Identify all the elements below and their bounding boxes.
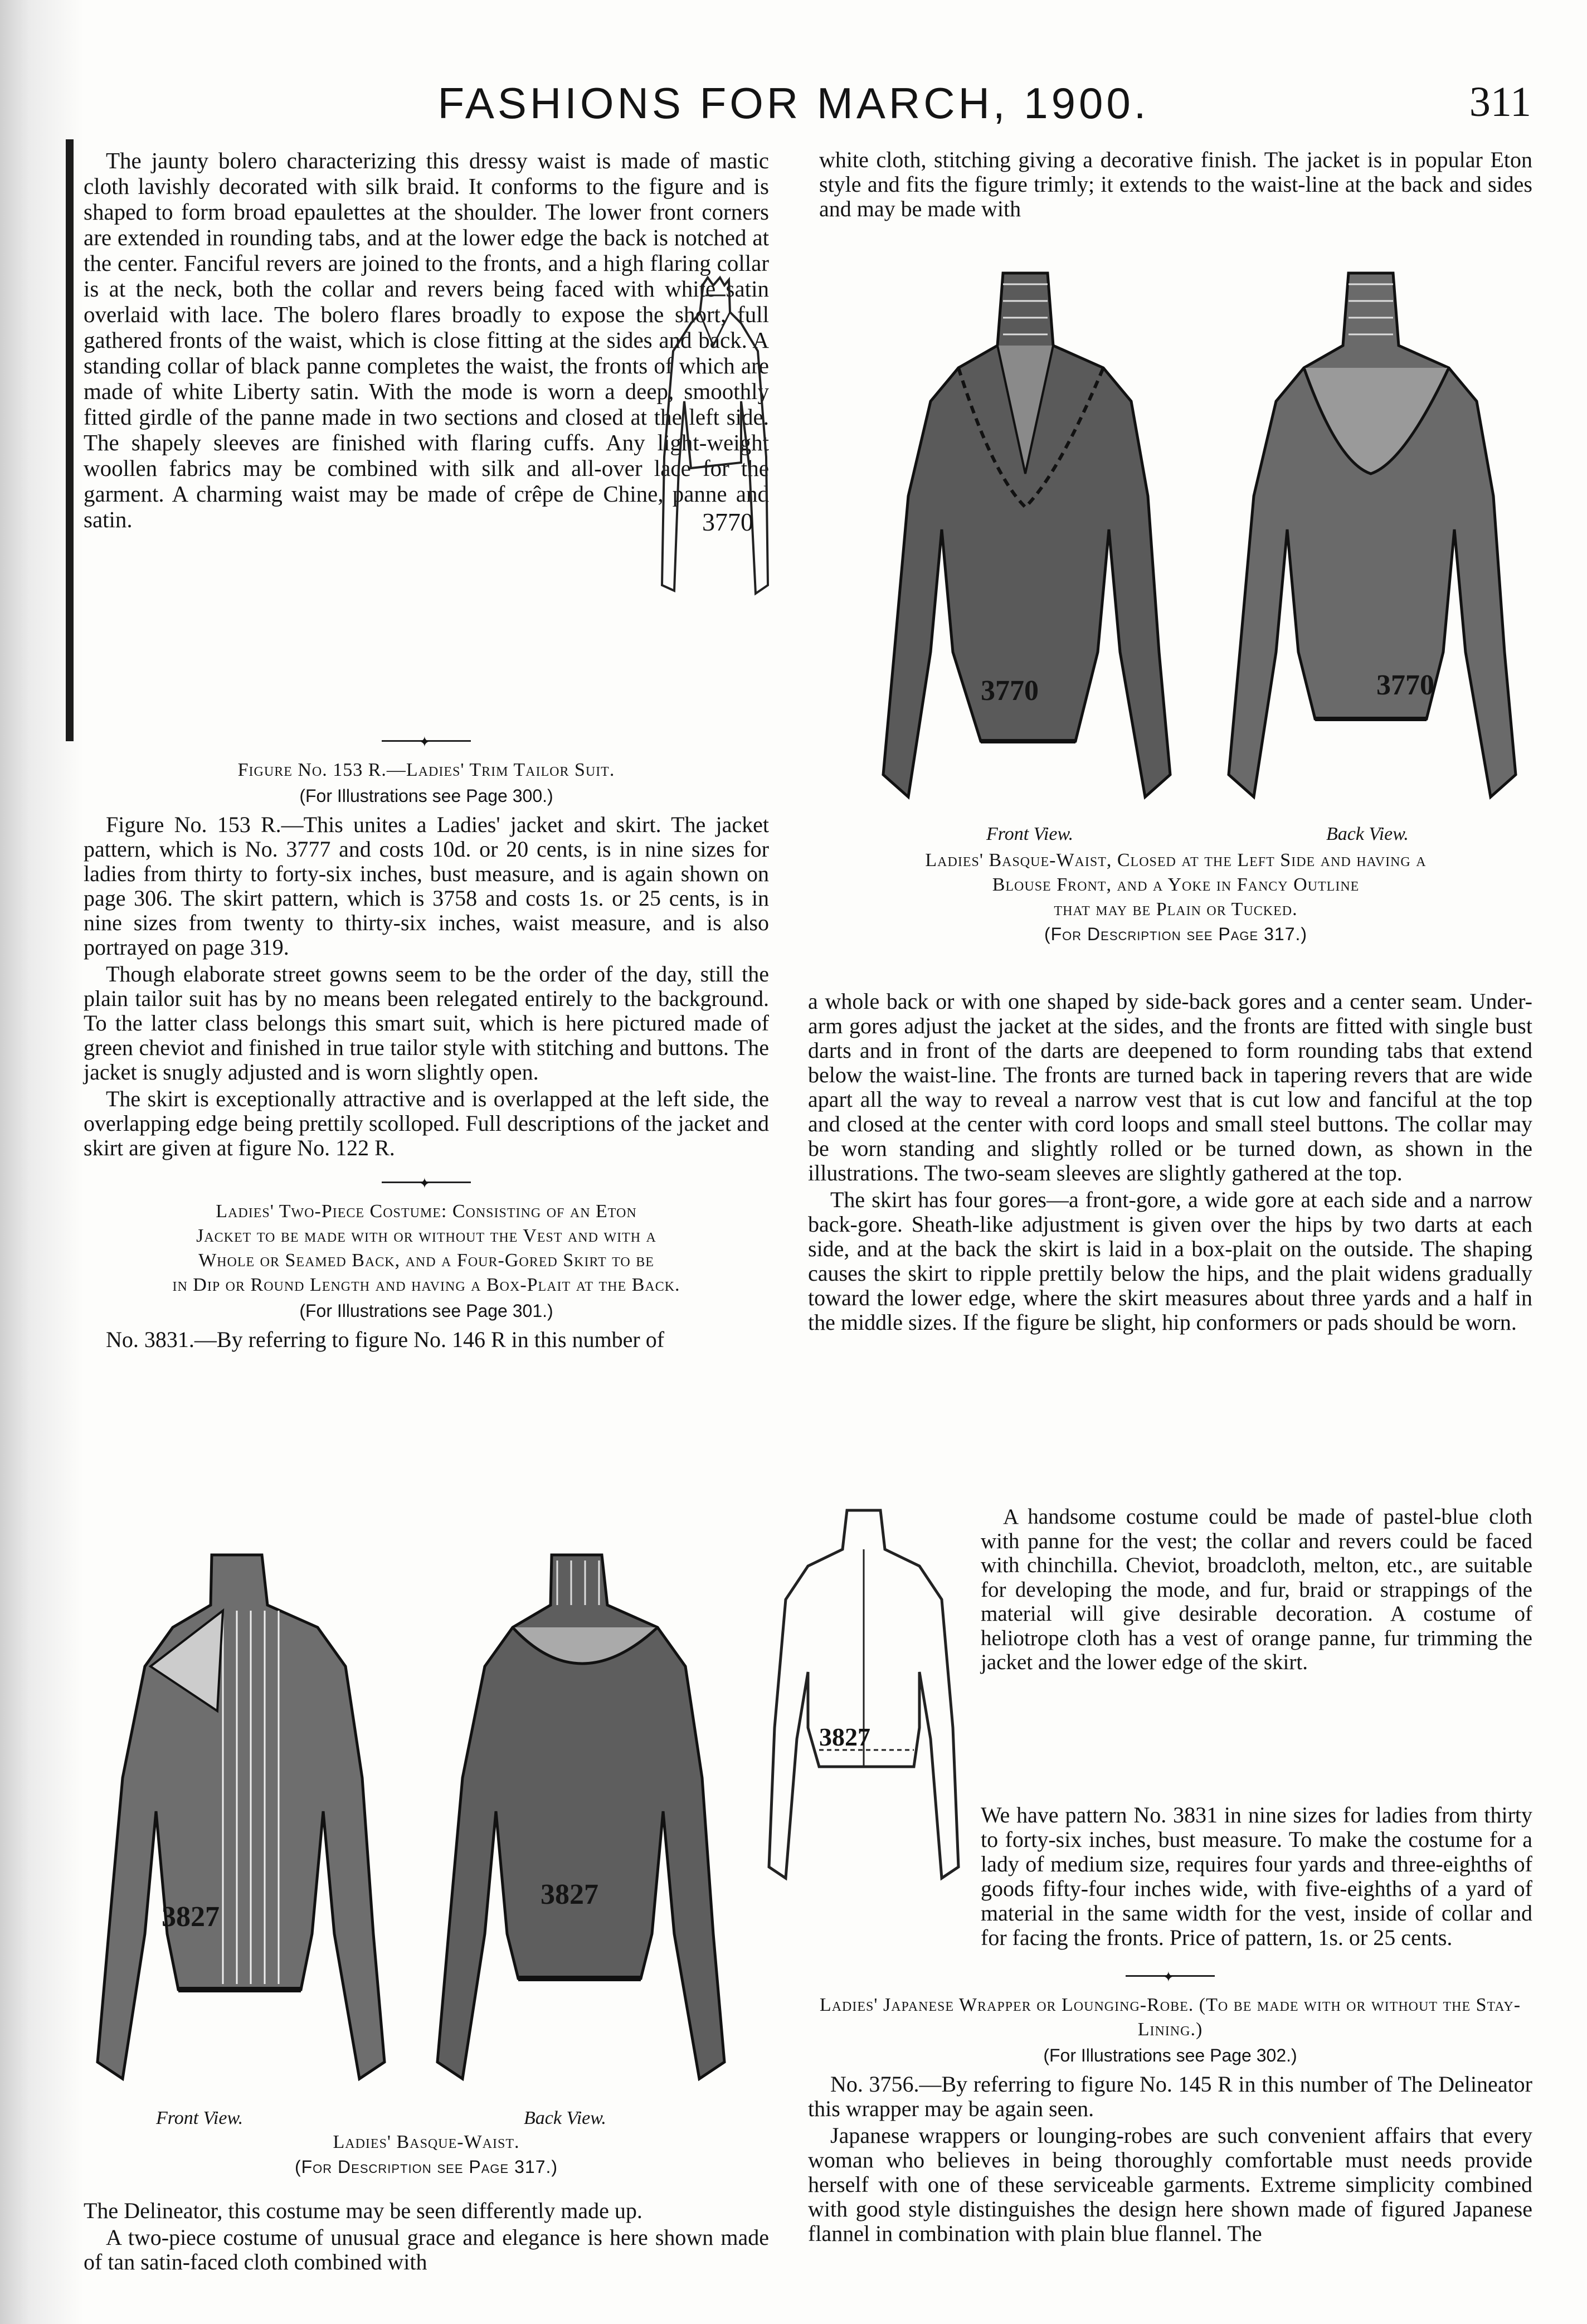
pattern-paragraph: We have pattern No. 3831 in nine sizes for ladies from thirty to forty-six inches, bust measure. To make the costume for a lady of medium size, requires four yards and three-eighths of goods fifty-four inches wide, with five-eighths of a yard of material in the same width for the vest, inside of collar and for facing the fronts. Price of pattern, 1s. or 25 cents. xyxy=(981,1802,1532,1950)
costume-heading-line-1: Ladies' Two-Piece Costume: Consisting of an Eton xyxy=(216,1201,637,1222)
eton-paragraph-1: a whole back or with one shaped by side-back gores and a center seam. Under-arm gores adjust the jacket at the sides, and the fronts are fitted with single bust darts and in front of the darts are deepened to form rounding tabs that extend below the waist-line. The fronts are turned back in tapering revers that are wide apart all the way to reveal a narrow vest that is cut low and fanciful at the top and closed at the center with cord loops and small steel buttons. The collar may be worn standing and slightly rolled or be turned down, as shown in the illustrations. The two-seam sleeves are slightly gathered at the top. xyxy=(808,989,1532,1185)
left-column-body xyxy=(84,719,769,1354)
bottom-paragraph-1: The Delineator, this costume may be seen differently made up. xyxy=(84,2198,642,2223)
figure-number: 3827 xyxy=(541,1879,598,1910)
costume-suggestion-paragraph: A handsome costume could be made of pastel-blue cloth with panne for the vest; the collar and revers could be faced with chinchilla. Cheviot, broadcloth, melton, etc., are suitable for developing the mode, and fur, braid or strappings of the material will give desirable decoration. A costume of heliotrope cloth has a vest of orange panne, fur trimming the jacket and the lower edge of the skirt. xyxy=(981,1505,1532,1674)
basque-waist-front-illustration xyxy=(84,1544,396,2101)
basque-waist-back-illustration xyxy=(1215,262,1527,819)
costume-paragraph-1: No. 3831.—By referring to figure No. 146 R in this number of xyxy=(106,1327,665,1352)
figure-number: 3770 xyxy=(981,675,1039,707)
eton-paragraph-2: The skirt has four gores—a front-gore, a wide gore at each side and a narrow back-gore. Sheath-like adjustment is given over the hips by two darts at each side, and at the back the skirt is laid in a box-plait on the outside. The shaping causes the skirt to ripple prettily below the hips, and the plait widens gradually toward the lower edge, where the skirt measures about three yards and a half in the middle sizes. If the figure be slight, hip conformers or pads should be worn. xyxy=(808,1187,1532,1335)
back-view-label: Back View. xyxy=(524,2108,606,2128)
wrapper-heading: Ladies' Japanese Wrapper or Lounging-Robe. (To be made with or without the Stay-Lining.) xyxy=(819,1995,1521,2040)
intro-paragraph: The jaunty bolero characterizing this dressy waist is made of mastic cloth lavishly decorated with silk braid. It conforms to the figure and is shaped to form broad epaulettes at the shoulder. The lower front corners are extended in rounding tabs, and at the lower edge the back is notched at the center. Fanciful revers are joined to the fronts, and a high flaring collar is at the neck, both the collar and revers being faced with white satin overlaid with lace. The bolero flares broadly to expose the short, full gathered fronts of the waist, which is close fitting at the sides and back. A standing collar of black panne completes the waist, the fronts of which are made of white Liberty satin. With the mode is worn a deep, smoothly fitted girdle of the panne made in two sections and closed at the left side. The shapely sleeves are finished with flaring cuffs. Any light-weight woollen fabrics may be combined with silk and all-over lace for the garment. A charming waist may be made of crêpe de Chine, panne and satin. xyxy=(84,148,769,532)
figure-153r-note: (For Illustrations see Page 300.) xyxy=(299,786,553,806)
costume-heading-line-2: Jacket to be made with or without the Vest and with a xyxy=(196,1226,656,1246)
figure-3827-back xyxy=(423,1544,736,2101)
binding-edge-mark xyxy=(66,139,74,741)
running-title: FASHIONS FOR MARCH, 1900. xyxy=(437,79,1150,128)
figure-number: 3770 xyxy=(1376,669,1434,701)
right-column-pattern xyxy=(808,1803,1532,1952)
bottom-paragraph-2: A two-piece costume of unusual grace and elegance is here shown made of tan satin-faced cloth combined with xyxy=(84,2225,769,2274)
wrapper-paragraph-1: No. 3756.—By referring to figure No. 145 R in this number of The Delineator this wrapper may be again seen. xyxy=(808,2072,1532,2121)
costume-note: (For Illustrations see Page 301.) xyxy=(299,1301,553,1321)
section-divider xyxy=(382,1179,471,1185)
page-number: 311 xyxy=(1469,79,1531,125)
costume-heading-line-4: in Dip or Round Length and having a Box-Plait at the Back. xyxy=(172,1275,680,1295)
figure-153r-paragraph-2: Though elaborate street gowns seem to be the order of the day, still the plain tailor suit has by no means been relegated entirely to the background. To the latter class belongs this smart suit, which is here pictured made of green cheviot and finished in true tailor style with stitching and buttons. The jacket is snugly adjusted and is worn slightly open. xyxy=(84,961,769,1085)
bottom-figure-caption xyxy=(84,2130,769,2179)
figure-3770-front xyxy=(869,262,1181,819)
costume-heading-line-3: Whole or Seamed Back, and a Four-Gored Skirt to be xyxy=(198,1250,654,1271)
caption-line-1: Ladies' Basque-Waist, Closed at the Left Side and having a xyxy=(925,850,1427,871)
right-column-top xyxy=(819,148,1532,223)
wrapper-note: (For Illustrations see Page 302.) xyxy=(1043,2045,1297,2065)
figure-number: 3827 xyxy=(162,1901,220,1933)
caption-note: (For Description see Page 317.) xyxy=(294,2157,558,2177)
figure-number: 3770 xyxy=(702,508,753,536)
right-column-wrapper xyxy=(808,1967,1532,2248)
caption-note: (For Description see Page 317.) xyxy=(1044,924,1308,944)
small-basque-waist-illustration xyxy=(652,273,775,619)
right-top-paragraph: white cloth, stitching giving a decorative finish. The jacket is in popular Eton style and fits the figure trimly; it extends to the waist-line at the back and sides and may be made with xyxy=(819,147,1532,221)
front-view-label: Front View. xyxy=(986,824,1074,844)
right-column-middle xyxy=(808,989,1532,1337)
front-view-label: Front View. xyxy=(156,2108,244,2128)
section-divider xyxy=(1126,1973,1215,1978)
basque-waist-front-illustration xyxy=(869,262,1181,819)
caption-line-2: Blouse Front, and a Yoke in Fancy Outline xyxy=(992,874,1360,895)
caption-line: Ladies' Basque-Waist. xyxy=(333,2132,520,2152)
figure-153r-paragraph-3: The skirt is exceptionally attractive and is overlapped at the left side, the overlapping edge being prettily scolloped. Full descriptions of the jacket and skirt are given at figure No. 122 R. xyxy=(84,1086,769,1160)
page-header xyxy=(0,78,1587,139)
figure-3770-back xyxy=(1215,262,1527,819)
figure-153r-heading: Figure No. 153 R.—Ladies' Trim Tailor Suit. xyxy=(237,760,615,780)
figure-3827-front xyxy=(84,1544,396,2101)
figure-153r-paragraph-1: Figure No. 153 R.—This unites a Ladies' jacket and skirt. The jacket pattern, which is No. 3777 and costs 10d. or 20 cents, is in nine sizes for ladies from thirty to forty-six inches, bust measure, and is again shown on page 306. The skirt pattern, which is 3758 and costs 1s. or 25 cents, is in nine sizes from twenty to thirty-six inches, waist measure, and is also portrayed on page 319. xyxy=(84,812,769,960)
left-column-bottom xyxy=(84,2199,769,2277)
right-column-narrow xyxy=(981,1505,1532,1677)
figure-3770-small xyxy=(652,273,775,619)
figure-number: 3827 xyxy=(819,1723,870,1751)
back-view-label: Back View. xyxy=(1326,824,1409,844)
basque-waist-back-illustration xyxy=(423,1544,736,2101)
top-figure-caption xyxy=(802,848,1549,946)
wrapper-paragraph-2: Japanese wrappers or lounging-robes are such convenient affairs that every woman who believes in being thoroughly comfortable must needs provide herself with one of these serviceable garments. Extreme simplicity combined with good style distinguishes the design here shown made of figured Japanese flannel in combination with plain blue flannel. The xyxy=(808,2123,1532,2246)
section-divider xyxy=(382,738,471,743)
caption-line-3: that may be Plain or Tucked. xyxy=(1054,899,1298,920)
